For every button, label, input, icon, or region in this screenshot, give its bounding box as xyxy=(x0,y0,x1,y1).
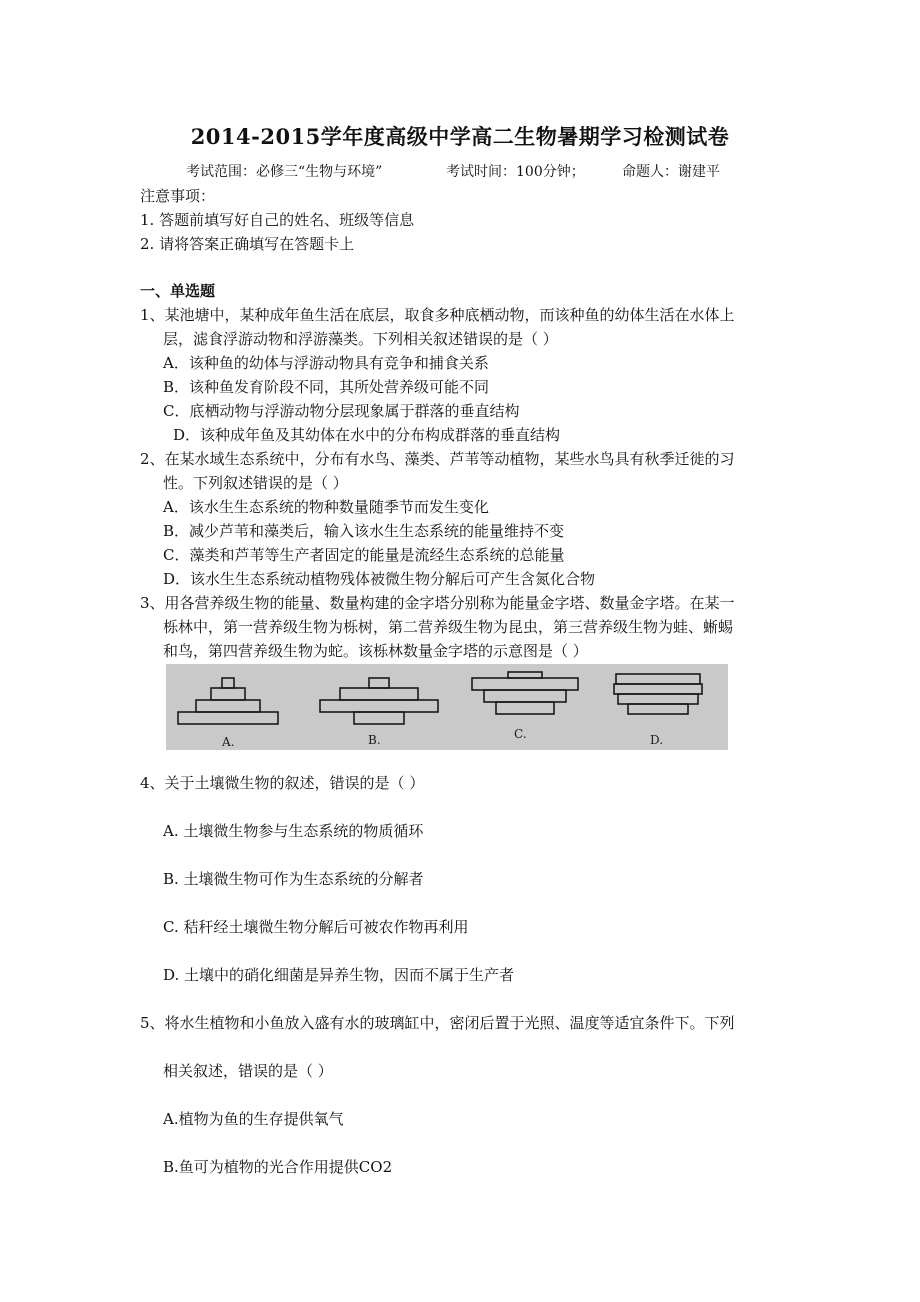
question-4-option-a: A. 土壤微生物参与生态系统的物质循环 xyxy=(163,822,424,840)
pyramid-b-shape xyxy=(320,678,438,724)
question-5-option-a: A.植物为鱼的生存提供氧气 xyxy=(163,1110,344,1128)
pyramid-label-b: B. xyxy=(368,733,381,747)
question-1-stem: 层，滤食浮游动物和浮游藻类。下列相关叙述错误的是（ ） xyxy=(163,330,558,348)
question-2-stem: 2、在某水域生态系统中，分布有水鸟、藻类、芦苇等动植物，某些水鸟具有秋季迁徙的习 xyxy=(140,450,735,468)
question-1-option-d: D．该种成年鱼及其幼体在水中的分布构成群落的垂直结构 xyxy=(173,426,561,444)
question-4-option-d: D. 土壤中的硝化细菌是异养生物，因而不属于生产者 xyxy=(163,966,515,984)
pyramid-label-c: C. xyxy=(514,727,527,741)
question-1-stem: 1、某池塘中，某种成年鱼生活在底层，取食多种底栖动物，而该种鱼的幼体生活在水体上 xyxy=(140,306,735,324)
section-heading: 一、单选题 xyxy=(140,282,216,300)
notice-heading: 注意事项： xyxy=(140,187,216,205)
question-2-option-a: A．该水生生态系统的物种数量随季节而发生变化 xyxy=(163,498,489,516)
question-3-stem: 栎林中，第一营养级生物为栎树，第二营养级生物为昆虫，第三营养级生物为蛙、蜥蜴 xyxy=(163,618,734,636)
question-4-stem: 4、关于土壤微生物的叙述，错误的是（ ） xyxy=(140,774,425,792)
question-2-stem: 性。下列叙述错误的是（ ） xyxy=(163,474,348,492)
question-4-option-b: B. 土壤微生物可作为生态系统的分解者 xyxy=(163,870,424,888)
exam-scope: 考试范围：必修三“生物与环境” xyxy=(186,164,383,180)
pyramid-figure xyxy=(166,664,728,750)
question-3-stem: 和鸟，第四营养级生物为蛇。该栎林数量金字塔的示意图是（ ） xyxy=(163,642,588,660)
exam-time: 考试时间：100分钟； xyxy=(446,164,585,180)
exam-title: 2014-2015学年度高级中学高二生物暑期学习检测试卷 xyxy=(190,124,730,149)
question-5-option-b: B.鱼可为植物的光合作用提供CO2 xyxy=(163,1158,393,1176)
pyramid-label-a: A. xyxy=(222,735,235,749)
question-5-stem: 5、将水生植物和小鱼放入盛有水的玻璃缸中，密闭后置于光照、温度等适宜条件下。下列 xyxy=(140,1014,735,1032)
question-2-option-d: D．该水生生态系统动植物残体被微生物分解后可产生含氮化合物 xyxy=(163,570,596,588)
pyramid-label-d: D. xyxy=(650,733,664,747)
question-3-stem: 3、用各营养级生物的能量、数量构建的金字塔分别称为能量金字塔、数量金字塔。在某一 xyxy=(140,594,735,612)
pyramid-c-shape xyxy=(472,672,578,714)
question-2-option-c: C．藻类和芦苇等生产者固定的能量是流经生态系统的总能量 xyxy=(163,546,565,564)
pyramid-a-shape xyxy=(178,678,278,724)
question-4-option-c: C. 秸秆经土壤微生物分解后可被农作物再利用 xyxy=(163,918,469,936)
pyramid-d-shape xyxy=(614,674,702,714)
question-1-option-a: A．该种鱼的幼体与浮游动物具有竞争和捕食关系 xyxy=(163,354,489,372)
exam-author: 命题人：谢建平 xyxy=(622,164,720,180)
question-5-stem: 相关叙述，错误的是（ ） xyxy=(163,1062,333,1080)
question-2-option-b: B．减少芦苇和藻类后，输入该水生生态系统的能量维持不变 xyxy=(163,522,565,540)
question-1-option-b: B．该种鱼发育阶段不同，其所处营养级可能不同 xyxy=(163,378,490,396)
notice-item: 2. 请将答案正确填写在答题卡上 xyxy=(140,235,355,253)
question-1-option-c: C．底栖动物与浮游动物分层现象属于群落的垂直结构 xyxy=(163,402,520,420)
pyramid-diagrams xyxy=(166,664,728,750)
notice-item: 1. 答题前填写好自己的姓名、班级等信息 xyxy=(140,211,415,229)
